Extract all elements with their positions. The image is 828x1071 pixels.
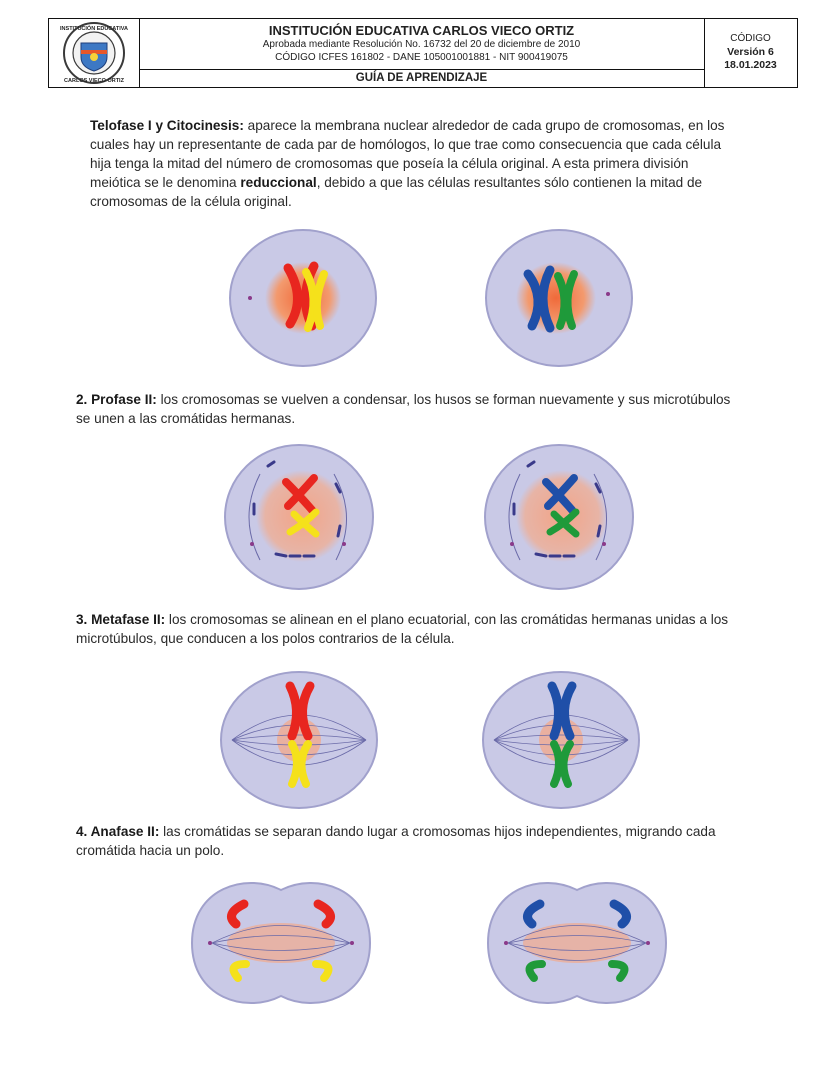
metafase-ii-cell-right — [482, 670, 640, 810]
section-text: aparece la membrana nuclear alrededor de cada grupo de cromosomas, en los cuales hay un representante de cada par de homólogos, lo que trae como consecuencia que cada célula hija tenga la mitad del número de cromosomas que poseía la célula original. A esta primera división meiótica se le denomina — [90, 118, 725, 190]
resolution-text: Aprobada mediante Resolución No. 16732 del 20 de diciembre de 2010 — [262, 39, 581, 50]
code-label: CÓDIGO — [730, 33, 771, 44]
section-text: los cromosomas se vuelven a condensar, los husos se forman nuevamente y sus microtúbulos se unen a las cromátidas hermanas. — [76, 392, 731, 426]
codes-text: CÓDIGO ICFES 161802 - DANE 105001001881 - NIT 900419075 — [275, 52, 568, 63]
section-text: las cromátidas se separan dando lugar a cromosomas hijos independientes, migrando cada cromátida hacia un polo. — [76, 824, 716, 858]
svg-text:INSTITUCIÓN EDUCATIVA: INSTITUCIÓN EDUCATIVA — [60, 26, 128, 32]
section-text: los cromosomas se alinean en el plano ecuatorial, con las cromátidas hermanas unidas a los microtúbulos, que conducen a los polos contrarios de la célula. — [76, 612, 729, 646]
logo-cell — [49, 19, 140, 87]
section-title: 2. Profase II: — [76, 392, 157, 407]
document-header — [48, 18, 798, 88]
header-right — [704, 19, 797, 87]
metafase-ii-cell-left — [220, 670, 378, 810]
telofase-cell-left — [228, 228, 378, 368]
section-profase-ii — [76, 390, 740, 428]
profase-ii-cell-left — [224, 444, 374, 590]
section-title: 4. Anafase II: — [76, 824, 160, 839]
section-telofase — [90, 116, 740, 211]
guide-title: GUÍA DE APRENDIZAJE — [355, 72, 488, 84]
section-title: Telofase I y Citocinesis: — [90, 118, 244, 133]
profase-ii-cell-right — [484, 444, 634, 590]
version-label: Versión 6 — [727, 46, 774, 58]
section-anafase-ii — [76, 822, 766, 860]
school-seal-icon — [49, 19, 139, 87]
telofase-cell-right — [484, 228, 634, 368]
date-label: 18.01.2023 — [724, 59, 777, 71]
header-center — [139, 19, 705, 87]
section-metafase-ii — [76, 610, 740, 648]
svg-text:CARLOS VIECO ORTIZ: CARLOS VIECO ORTIZ — [64, 78, 124, 84]
anafase-ii-cell-right — [482, 878, 672, 1008]
institution-name: INSTITUCIÓN EDUCATIVA CARLOS VIECO ORTIZ — [268, 23, 575, 38]
section-title: 3. Metafase II: — [76, 612, 166, 627]
section-bold-term: reduccional — [240, 175, 317, 190]
anafase-ii-cell-left — [186, 878, 376, 1008]
section-text-end: , debido a que las células resultantes sólo contienen la mitad de cromosomas de la célula original. — [90, 175, 703, 209]
